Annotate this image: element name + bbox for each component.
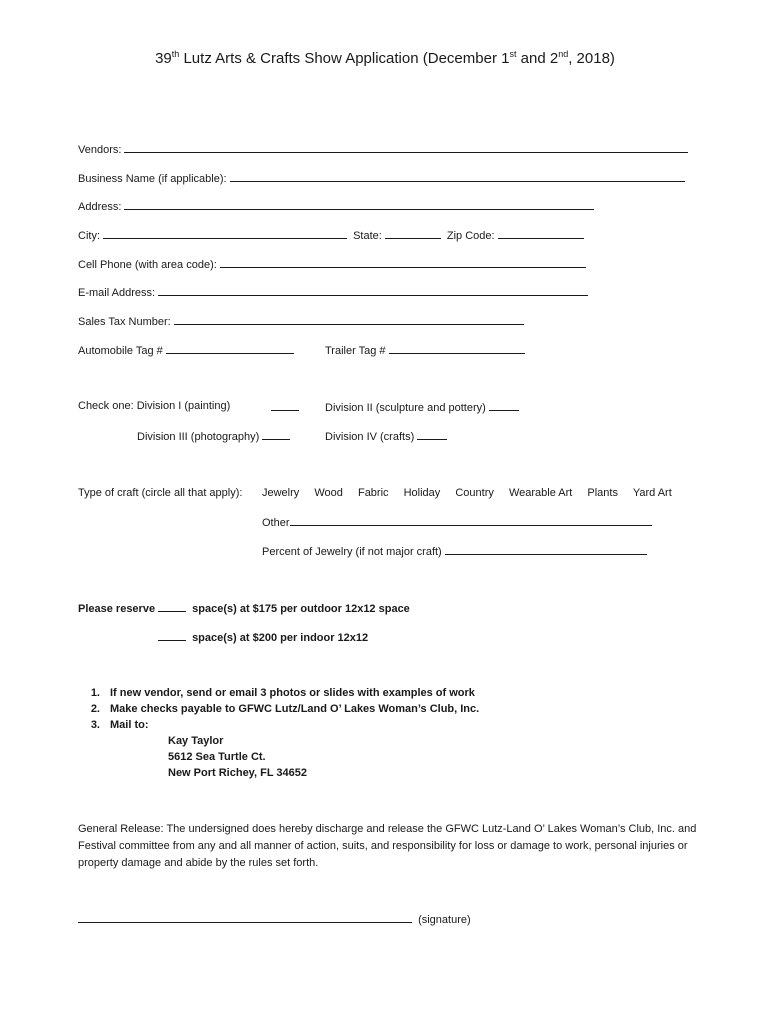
craft-other-label: Other <box>262 517 290 529</box>
division-4-label: Division IV (crafts) <box>325 431 415 443</box>
business-name-label: Business Name (if applicable): <box>78 173 227 185</box>
division-4-blank[interactable] <box>417 429 447 440</box>
craft-option[interactable]: Wearable Art <box>508 487 573 499</box>
business-name-blank[interactable] <box>230 171 685 182</box>
division-1-label: Division I (painting) <box>136 400 231 412</box>
instruction-item: 2. Make checks payable to GFWC Lutz/Land O’ Lakes Woman’s Club, Inc. <box>90 703 480 715</box>
craft-option[interactable]: Plants <box>587 487 618 499</box>
jewelry-percent-field <box>262 544 650 558</box>
mail-to-street: 5612 Sea Turtle Ct. <box>168 751 266 763</box>
state-blank[interactable] <box>385 228 441 239</box>
zip-blank[interactable] <box>498 228 584 239</box>
craft-other-blank[interactable] <box>290 515 652 526</box>
indoor-space-text: space(s) at $200 per indoor 12x12 <box>192 632 369 644</box>
state-label: State: <box>353 230 382 242</box>
division-3-blank[interactable] <box>262 429 290 440</box>
business-name-field <box>78 171 688 185</box>
division-2-blank[interactable] <box>489 400 519 411</box>
mail-to-city: New Port Richey, FL 34652 <box>168 767 307 779</box>
craft-option[interactable]: Jewelry <box>262 487 300 499</box>
craft-option[interactable]: Wood <box>314 487 343 499</box>
signature-label: (signature) <box>418 914 471 926</box>
email-blank[interactable] <box>158 285 588 296</box>
page-title: 39th Lutz Arts & Crafts Show Application (December 1st and 2nd, 2018) <box>155 49 615 67</box>
vendors-field <box>78 142 691 156</box>
craft-option[interactable]: Yard Art <box>632 487 672 499</box>
sales-tax-blank[interactable] <box>174 314 524 325</box>
craft-other-field <box>262 515 655 529</box>
city-state-zip-row <box>78 228 587 242</box>
trailer-tag-blank[interactable] <box>389 343 525 354</box>
reserve-indoor-row <box>158 630 368 644</box>
signature-row <box>78 912 471 926</box>
trailer-tag-label: Trailer Tag # <box>325 345 386 357</box>
cell-phone-blank[interactable] <box>220 257 586 268</box>
auto-tag-field <box>78 343 297 357</box>
sales-tax-label: Sales Tax Number: <box>78 316 171 328</box>
division-4-field <box>325 429 450 443</box>
auto-tag-blank[interactable] <box>166 343 294 354</box>
city-blank[interactable] <box>103 228 347 239</box>
craft-option[interactable]: Country <box>455 487 494 499</box>
trailer-tag-field <box>325 343 528 357</box>
instruction-item: 1. If new vendor, send or email 3 photos or slides with examples of work <box>90 687 475 699</box>
auto-tag-label: Automobile Tag # <box>78 345 163 357</box>
outdoor-count-blank[interactable] <box>158 601 186 612</box>
reserve-label: Please reserve <box>78 603 156 615</box>
jewelry-percent-label: Percent of Jewelry (if not major craft) <box>262 546 442 558</box>
craft-option[interactable]: Holiday <box>403 487 441 499</box>
email-label: E-mail Address: <box>78 287 156 299</box>
cell-phone-label: Cell Phone (with area code): <box>78 259 217 271</box>
craft-option[interactable]: Fabric <box>357 487 389 499</box>
division-2-label: Division II (sculpture and pottery) <box>325 402 486 414</box>
mail-to-name: Kay Taylor <box>168 735 224 747</box>
cell-phone-field <box>78 257 589 271</box>
city-label: City: <box>78 230 100 242</box>
zip-label: Zip Code: <box>446 230 495 242</box>
email-field <box>78 285 591 299</box>
craft-type-label: Type of craft (circle all that apply): <box>78 487 243 499</box>
address-field <box>78 199 597 213</box>
reserve-outdoor-row <box>78 601 410 615</box>
signature-blank[interactable] <box>78 912 412 923</box>
instruction-item: 3. Mail to: <box>90 719 149 731</box>
address-label: Address: <box>78 201 122 213</box>
jewelry-percent-blank[interactable] <box>445 544 647 555</box>
check-one-label: Check one: <box>78 400 134 412</box>
division-3-label: Division III (photography) <box>137 431 260 443</box>
general-release-paragraph: General Release: The undersigned does hereby discharge and release the GFWC Lutz-Land O’ Lakes Woman’s Club, Inc. and Festival committee from any and all manner of action, suits, and responsibility for loss or damage to work, personal injuries or property damage and abide by the rules set forth. <box>78 823 697 869</box>
outdoor-space-text: space(s) at $175 per outdoor 12x12 space <box>192 603 410 615</box>
craft-options <box>262 487 672 499</box>
vendors-blank[interactable] <box>124 142 688 153</box>
division-3-field <box>137 429 293 443</box>
indoor-count-blank[interactable] <box>158 630 186 641</box>
address-blank[interactable] <box>124 199 594 210</box>
vendors-label: Vendors: <box>78 144 122 156</box>
sales-tax-field <box>78 314 527 328</box>
division-1-blank[interactable] <box>271 400 299 411</box>
division-1-blank-wrap <box>268 400 302 414</box>
division-2-field <box>325 400 522 414</box>
division-row-1 <box>78 400 230 412</box>
